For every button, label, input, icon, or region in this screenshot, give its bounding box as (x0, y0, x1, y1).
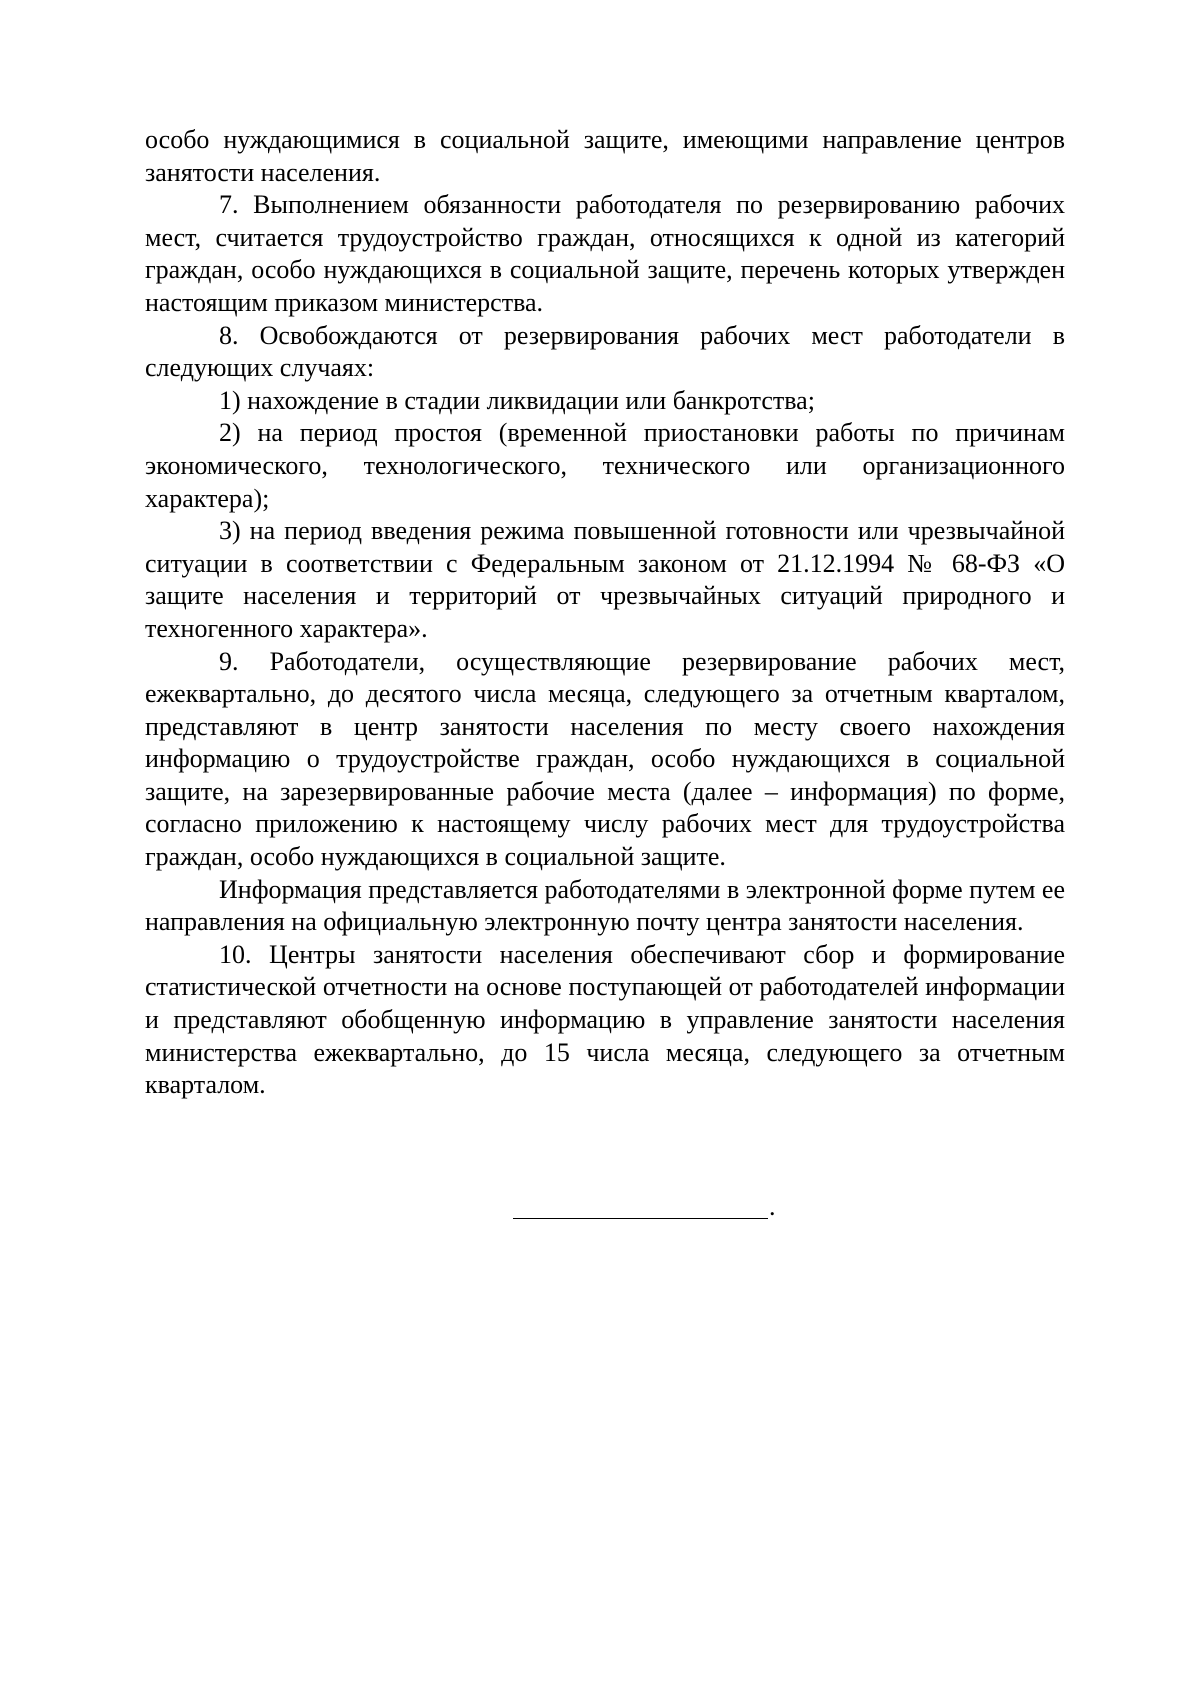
paragraph-item-9: 9. Работодатели, осуществляющие резервирование рабочих мест, ежеквартально, до десятого числа месяца, следующего за отчетным кварталом, представляют в центр занятости населения по месту своего нахождения информацию о трудоустройстве граждан, особо нуждающихся в социальной защите, на зарезервированные рабочие места (далее – информация) по форме, согласно приложению к настоящему числу рабочих мест для трудоустройства граждан, особо нуждающихся в социальной защите. (145, 646, 1065, 872)
paragraph-item-8: 8. Освобождаются от резервирования рабочих мест работодатели в следующих случаях: (145, 320, 1065, 383)
paragraph-continuation: особо нуждающимися в социальной защите, имеющими направление центров занятости населения. (145, 125, 1065, 187)
paragraph-item-10: 10. Центры занятости населения обеспечивают сбор и формирование статистической отчетности на основе поступающей от работодателей информации и представляют обобщенную информацию в управление занятости населения министерства ежеквартально, до 15 числа месяца, следующего за отчетным кварталом. (145, 939, 1065, 1100)
closing-period: . (769, 1192, 776, 1221)
paragraph-item-7: 7. Выполнением обязанности работодателя по резервированию рабочих мест, считается трудоустройство граждан, относящихся к одной из категорий граждан, особо нуждающихся в социальной защите, перечень которых утвержден настоящим приказом министерства. (145, 190, 1065, 317)
paragraph-item-9-information: Информация представляется работодателями в электронной форме путем ее направления на официальную электронную почту центра занятости населения. (145, 874, 1065, 937)
document-body (145, 124, 1065, 1102)
paragraph-item-8-subitem-1: 1) нахождение в стадии ликвидации или банкротства; (219, 385, 815, 415)
closing-rule-line (513, 1196, 768, 1219)
paragraph-item-8-subitem-3: 3) на период введения режима повышенной готовности или чрезвычайной ситуации в соответствии с Федеральным законом от 21.12.1994 № 68-ФЗ «О защите населения и территорий от чрезвычайных ситуаций природного и техногенного характера». (145, 516, 1065, 643)
paragraph-item-8-subitem-2: 2) на период простоя (временной приостановки работы по причинам экономического, технологического, технического или организационного характера); (145, 418, 1065, 513)
